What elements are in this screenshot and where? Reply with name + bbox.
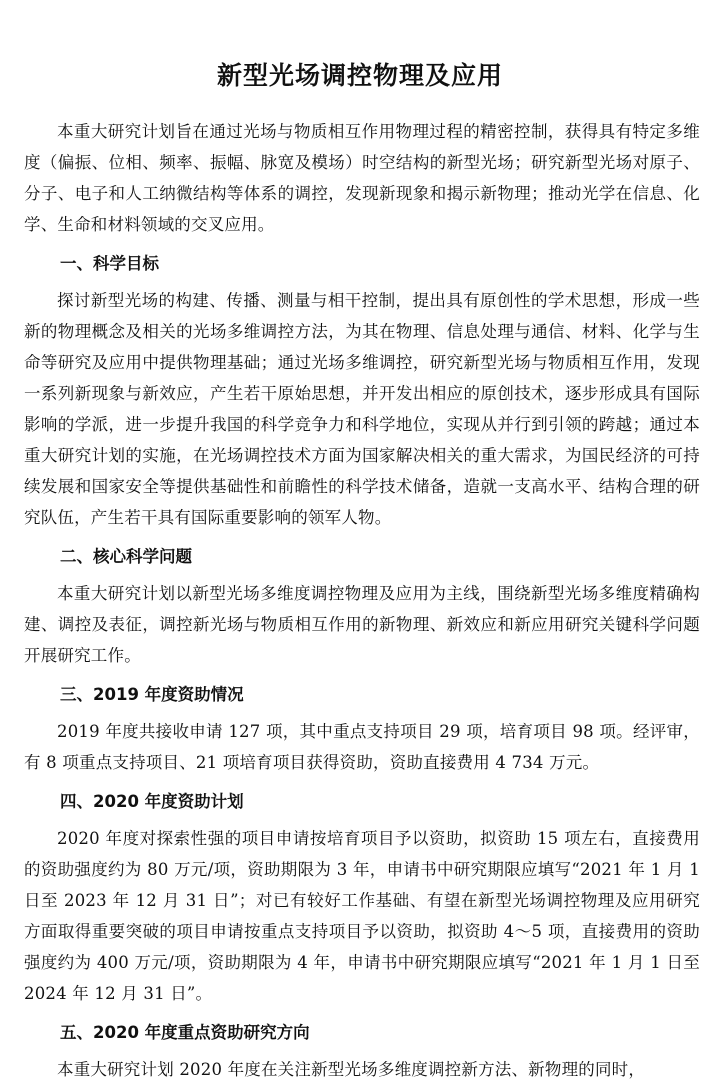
section-paragraph-goals: 探讨新型光场的构建、传播、测量与相干控制，提出具有原创性的学术思想，形成一些新的物理概念及相关的光场多维调控方法，为其在物理、信息处理与通信、材料、化学与生命等研究及应用中提供物理基础；通过光场多维调控，研究新型光场与物质相互作用，发现一系列新现象与新效应，产生若干原始思想，并开发出相应的原创技术，逐步形成具有国际影响的学派，进一步提升我国的科学竞争力和科学地位，实现从并行到引领的跨越；通过本重大研究计划的实施，在光场调控技术方面为国家解决相关的重大需求，为国民经济的可持续发展和国家安全等提供基础性和前瞻性的科学技术储备，造就一支高水平、结构合理的研究队伍，产生若干具有国际重要影响的领军人物。	[24, 291, 700, 527]
section-paragraph-2020-directions: 本重大研究计划 2020 年度在关注新型光场多维度调控新方法、新物理的同时，	[57, 1060, 646, 1079]
section-heading-2019-funding: 三、2019 年度资助情况	[60, 685, 244, 704]
section-heading-core-questions: 二、核心科学问题	[60, 547, 192, 566]
section-heading-goals: 一、科学目标	[60, 254, 159, 273]
section-paragraph-2020-plan: 2020 年度对探索性强的项目申请按培育项目予以资助，拟资助 15 项左右，直接费用的资助强度约为 80 万元/项，资助期限为 3 年，申请书中研究期限应填写“2021 年 1 月 1 日至 2023 年 12 月 31 日”；对已有较好工作基础、有望在新型光场调控物理及应用研究方面取得重要突破的项目申请按重点支持项目予以资助，拟资助 4～5 项，直接费用的资助强度约为 400 万元/项，资助期限为 4 年，申请书中研究期限应填写“2021 年 1 月 1 日至 2024 年 12 月 31 日”。	[24, 829, 700, 1003]
document-body	[24, 116, 700, 1085]
section-paragraph-2019-funding: 2019 年度共接收申请 127 项，其中重点支持项目 29 项，培育项目 98 项。经评审，有 8 项重点支持项目、21 项培育项目获得资助，资助直接费用 4 734 万元。	[24, 722, 700, 772]
document-title: 新型光场调控物理及应用	[216, 61, 503, 90]
intro-paragraph: 本重大研究计划旨在通过光场与物质相互作用物理过程的精密控制，获得具有特定多维度（偏振、位相、频率、振幅、脉宽及模场）时空结构的新型光场；研究新型光场对原子、分子、电子和人工纳微结构等体系的调控，发现新现象和揭示新物理；推动光学在信息、化学、生命和材料领域的交叉应用。	[24, 122, 700, 234]
section-paragraph-core-questions: 本重大研究计划以新型光场多维度调控物理及应用为主线，围绕新型光场多维度精确构建、调控及表征，调控新光场与物质相互作用的新物理、新效应和新应用研究关键科学问题开展研究工作。	[24, 584, 700, 665]
section-heading-2020-directions: 五、2020 年度重点资助研究方向	[60, 1023, 310, 1042]
section-heading-2020-plan: 四、2020 年度资助计划	[60, 792, 244, 811]
